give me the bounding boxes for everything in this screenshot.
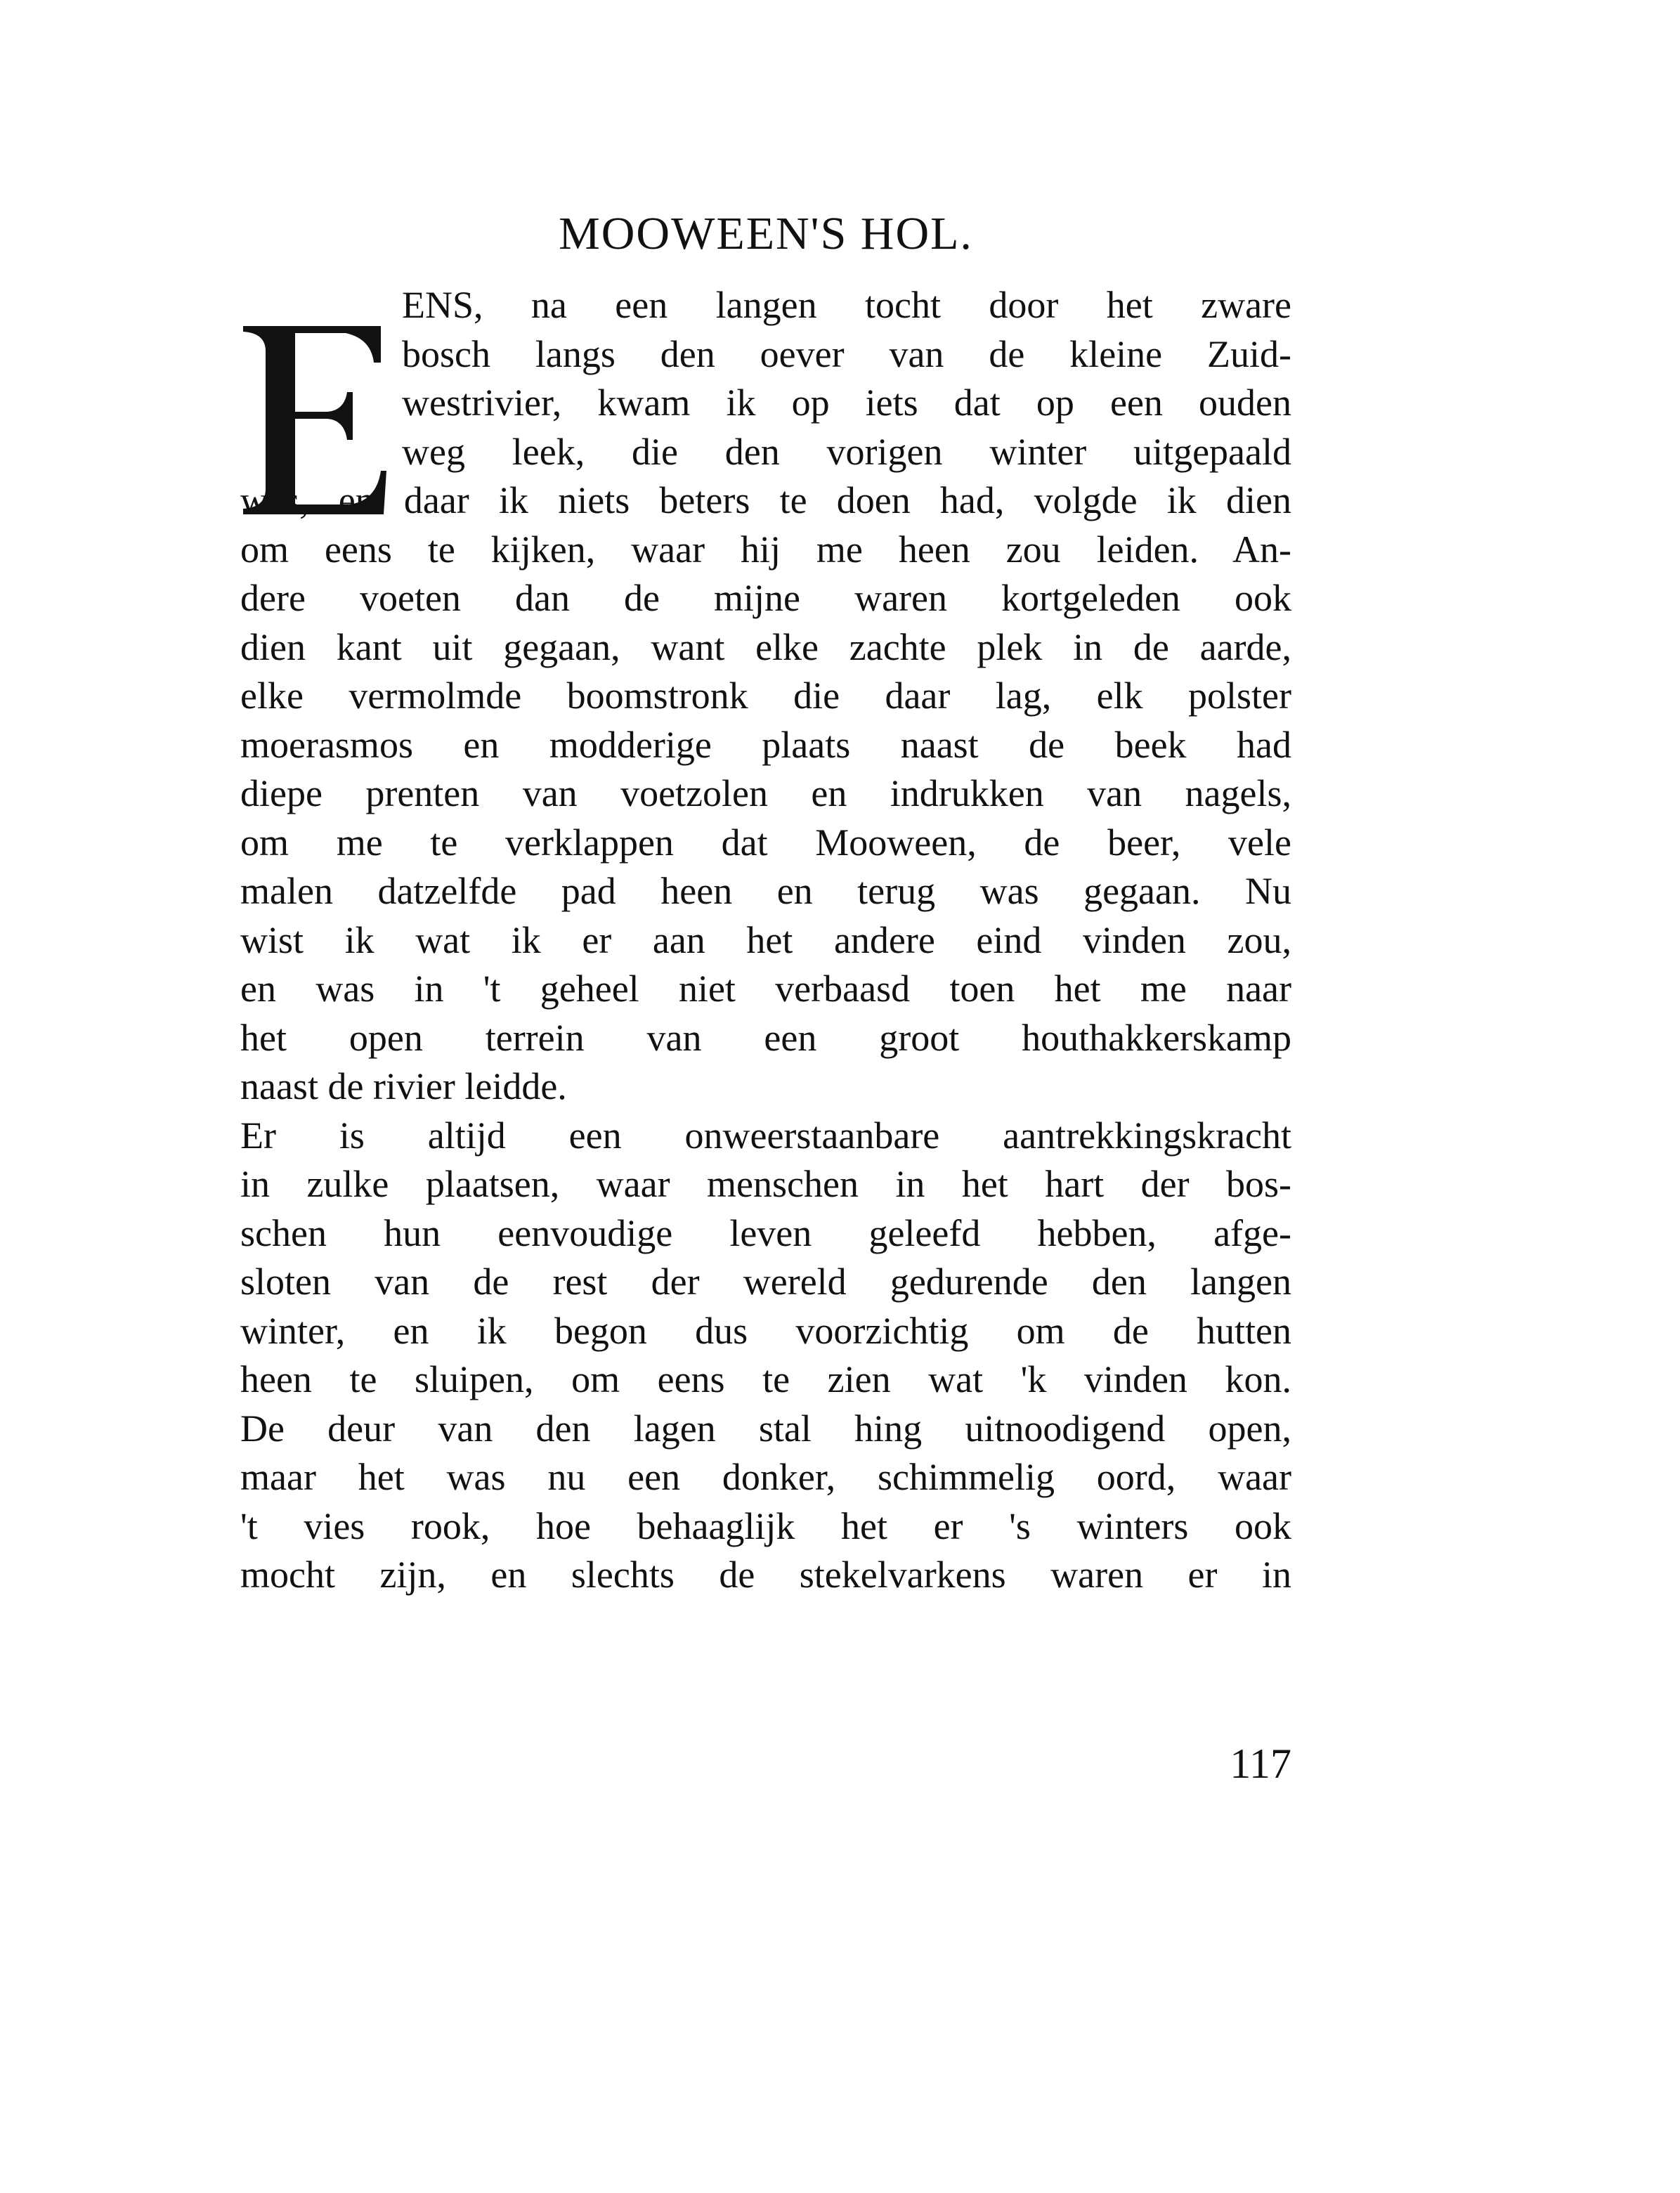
text-line: dien kant uit gegaan, want elke zachte plek in de aarde, xyxy=(240,625,1291,668)
page-number: 117 xyxy=(1230,1740,1291,1787)
text-line: en was in 't geheel niet verbaasd toen het me naar xyxy=(240,968,1291,1010)
text-line: om eens te kijken, waar hij me heen zou leiden. An- xyxy=(240,528,1291,571)
text-line: sloten van de rest der wereld gedurende den langen xyxy=(240,1261,1291,1303)
text-line: moerasmos en modderige plaats naast de beek had xyxy=(240,723,1291,766)
text-line: malen datzelfde pad heen en terug was gegaan. Nu xyxy=(240,870,1291,912)
text-line: in zulke plaatsen, waar menschen in het hart der bos- xyxy=(240,1163,1291,1205)
text-line: winter, en ik begon dus voorzichtig om de hutten xyxy=(240,1309,1291,1352)
text-line: heen te sluipen, om eens te zien wat 'k vinden kon. xyxy=(240,1358,1291,1400)
text-line: westrivier, kwam ik op iets dat op een ouden xyxy=(402,382,1291,424)
text-line: diepe prenten van voetzolen en indrukken van nagels, xyxy=(240,772,1291,814)
chapter-title: MOOWEEN'S HOL. xyxy=(559,208,973,259)
text-line: 't vies rook, hoe behaaglijk het er 's winters ook xyxy=(240,1504,1291,1547)
text-line: wist ik wat ik er aan het andere eind vinden zou, xyxy=(240,918,1291,961)
text-line: mocht zijn, en slechts de stekelvarkens waren er in xyxy=(240,1554,1291,1596)
text-line: maar het was nu een donker, schimmelig oord, waar xyxy=(240,1456,1291,1498)
text-line: was, en daar ik niets beters te doen had, volgde ik dien xyxy=(240,479,1291,521)
text-line: Er is altijd een onweerstaanbare aantrekkingskracht xyxy=(240,1114,1291,1157)
text-line: naast de rivier leidde. xyxy=(240,1065,567,1107)
text-line: De deur van den lagen stal hing uitnoodigend open, xyxy=(240,1407,1291,1450)
text-line: schen hun eenvoudige leven geleefd hebben, afge- xyxy=(240,1211,1291,1254)
text-line: bosch langs den oever van de kleine Zuid- xyxy=(402,332,1291,375)
text-line: elke vermolmde boomstronk die daar lag, elk polster xyxy=(240,675,1291,717)
text-line: ENS, na een langen tocht door het zware xyxy=(402,284,1291,326)
text-line: het open terrein van een groot houthakkerskamp xyxy=(240,1016,1291,1059)
text-line: om me te verklappen dat Mooween, de beer, vele xyxy=(240,821,1291,864)
text-line: dere voeten dan de mijne waren kortgeleden ook xyxy=(240,577,1291,619)
text-line: weg leek, die den vorigen winter uitgepaald xyxy=(402,430,1291,473)
body-text xyxy=(240,281,1291,1600)
